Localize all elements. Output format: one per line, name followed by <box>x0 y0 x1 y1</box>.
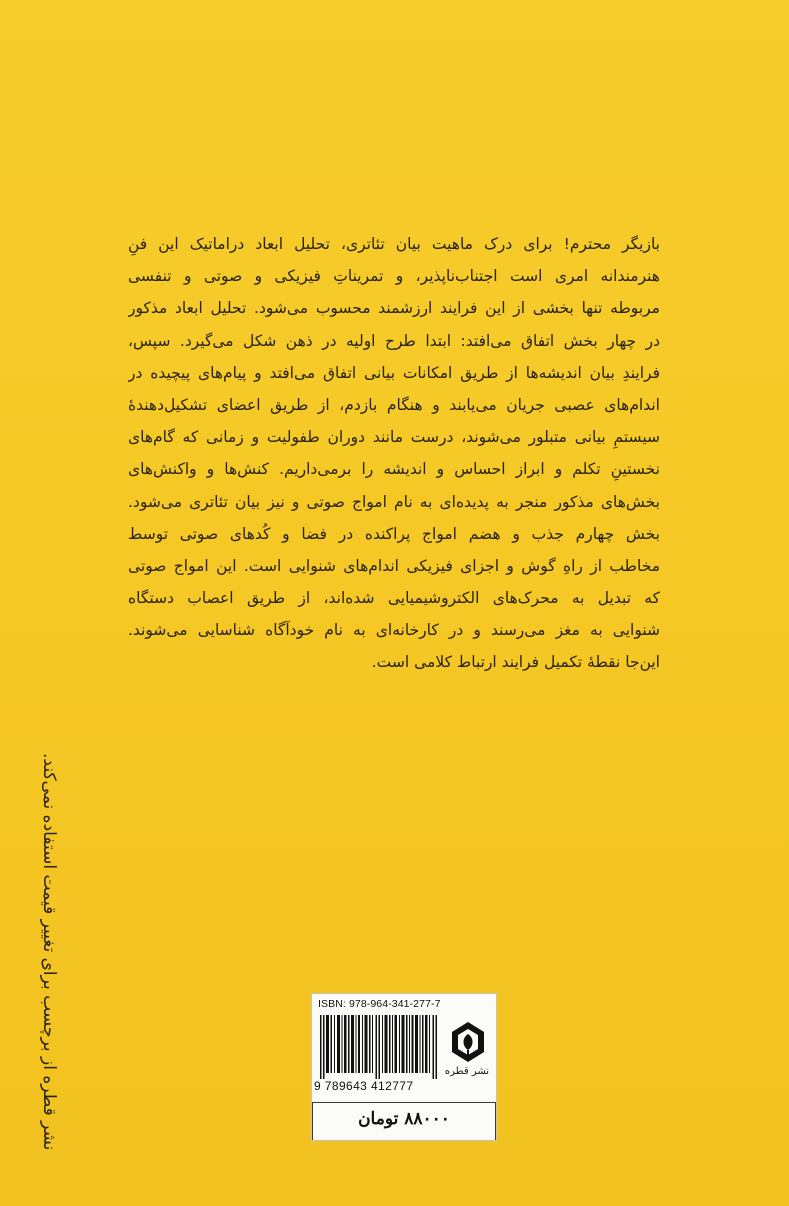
blurb-line: این‌جا نقطهٔ تکمیل فرایند ارتباط کلامی است. <box>371 653 660 672</box>
isbn-number: ISBN: 978-964-341-277-7 <box>318 998 441 1010</box>
blurb-line: مربوطه تنها بخشی از این فرایند ارزشمند محسوب می‌شود. تحلیل ابعاد مذکور <box>128 299 660 318</box>
blurb-line: بخش‌های مذکور منجر به پدیده‌ای به نام امواج صوتی و نیز بیان تئاتری می‌شود. <box>128 492 660 511</box>
publisher-logo-icon <box>448 1020 488 1064</box>
barcode-icon <box>320 1015 438 1079</box>
blurb-line: سیستمِ بیانی متبلور می‌شوند، درست مانند دوران طفولیت و زمانی که گام‌های <box>128 428 660 447</box>
blurb-line: هنرمندانه امری است اجتناب‌ناپذیر، و تمریناتِ فیزیکی و صوتی و تنفسی <box>128 267 660 286</box>
price-box <box>312 1102 496 1140</box>
book-price: ۸۸۰۰۰ تومان <box>358 1109 450 1129</box>
blurb-paragraph <box>128 228 660 679</box>
blurb-line: بازیگر محترم! برای درک ماهیت بیان تئاتری، تحلیل ابعاد دراماتیک این فنِ <box>128 235 660 253</box>
blurb-line: مخاطب از راهِ گوش و اجزای فیزیکی اندام‌های شنوایی است. این امواج صوتی <box>128 556 660 575</box>
blurb-line: اندام‌های عصبی جریان می‌یابند و هنگام بازدم، از طریق اعضای تشکیل‌دهندهٔ <box>128 395 660 414</box>
publisher-name: نشر قطره <box>444 1066 490 1077</box>
blurb-line: فرایندِ بیان اندیشه‌ها از طریق امکانات بیانی اتفاق می‌افتد و پیام‌های پیچیده در <box>128 363 660 382</box>
blurb-line: در چهار بخش اتفاق می‌افتد: ابتدا طرح اولیه در ذهن شکل می‌گیرد. سپس، <box>128 331 660 350</box>
blurb-line: بخش چهارم جذب و هضم امواج پراکنده در فضا و کُدهای صوتی توسط <box>128 524 660 543</box>
barcode-digits: 9 789643 412777 <box>314 1079 414 1093</box>
blurb-line: که تبدیل به محرک‌های الکتروشیمیایی شده‌اند، از طریق اعصاب دستگاه <box>128 589 660 608</box>
blurb-line: نخستینِ تکلم و ابراز احساس و اندیشه را برمی‌داریم. کنش‌ها و واکنش‌های <box>128 460 660 479</box>
blurb-line: شنوایی به مغز می‌رسند و در کارخانه‌ای به نام خودآگاه شناسایی می‌شوند. <box>128 621 660 640</box>
price-sticker-note: نشر قطره از برچسب برای تغییر قیمت استفاده نمی‌کند. <box>39 753 59 1151</box>
isbn-price-sticker <box>311 993 497 1141</box>
